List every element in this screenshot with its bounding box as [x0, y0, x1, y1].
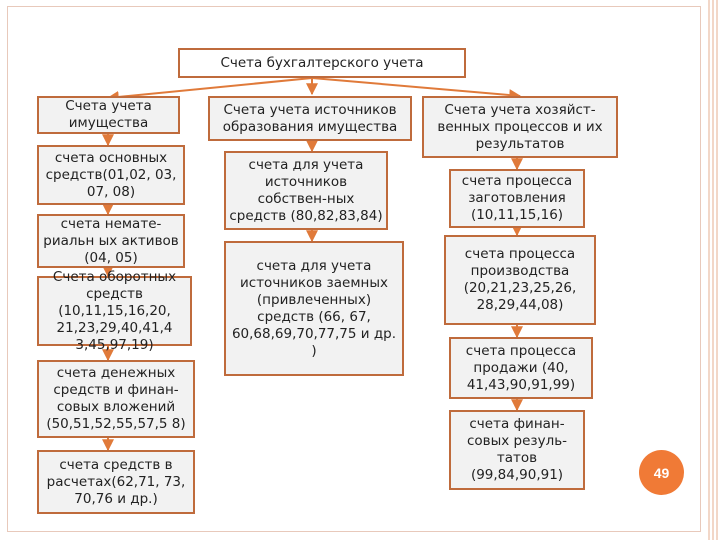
- left-item-label: счета немате-риальн ых активов (04, 05): [43, 215, 179, 266]
- root-box: [178, 48, 466, 78]
- right-item-box: [449, 410, 585, 490]
- root-label: Счета бухгалтерского учета: [220, 54, 424, 71]
- middle-item-box: [224, 151, 388, 230]
- right-item-label: счета финан-совых резуль-татов (99,84,90,91): [466, 416, 568, 483]
- arrow-root-left: [108, 78, 312, 98]
- middle-header-label: Счета учета источников образования имущества: [222, 101, 398, 135]
- middle-item-box: [224, 241, 404, 376]
- left-item-label: счета основных средств(01,02, 03, 07, 08): [45, 149, 177, 200]
- right-item-label: счета процесса производства (20,21,23,25,26, 28,29,44,08): [463, 246, 577, 313]
- left-item-box: [37, 360, 195, 438]
- arrow-root-right: [312, 78, 520, 96]
- left-item-box: [37, 450, 195, 514]
- left-item-label: счета средств в расчетах(62,71, 73, 70,76 и др.): [46, 456, 186, 507]
- right-item-label: счета процесса продажи (40, 41,43,90,91,99): [465, 342, 577, 393]
- left-item-box: [37, 214, 185, 268]
- left-header-box: [37, 96, 180, 134]
- right-item-box: [449, 337, 593, 399]
- right-item-box: [449, 169, 585, 228]
- right-item-box: [444, 235, 596, 325]
- page-number: 49: [653, 464, 670, 481]
- right-item-label: счета процесса заготовления (10,11,15,16): [461, 173, 573, 223]
- left-header-label: Счета учета имущества: [65, 98, 152, 131]
- middle-item-label: счета для учета источников заемных (привлеченных) средств (66, 67, 60,68,69,70,77,75 и др. ): [231, 257, 397, 359]
- left-item-box: [37, 145, 185, 205]
- left-item-label: Счета оборотных средств (10,11,15,16,20, 21,23,29,40,41,4 3,45,97,19): [52, 268, 177, 353]
- left-item-box: [37, 268, 192, 353]
- middle-header-box: [208, 96, 412, 141]
- right-header-box: [422, 96, 618, 158]
- page-number-badge: [639, 450, 684, 495]
- left-item-label: счета денежных средств и финан-совых вложений (50,51,52,55,57,5 8): [46, 365, 186, 432]
- right-header-label: Счета учета хозяйст-венных процессов и их результатов: [437, 101, 603, 152]
- middle-item-label: счета для учета источников собствен-ных средств (80,82,83,84): [229, 156, 383, 224]
